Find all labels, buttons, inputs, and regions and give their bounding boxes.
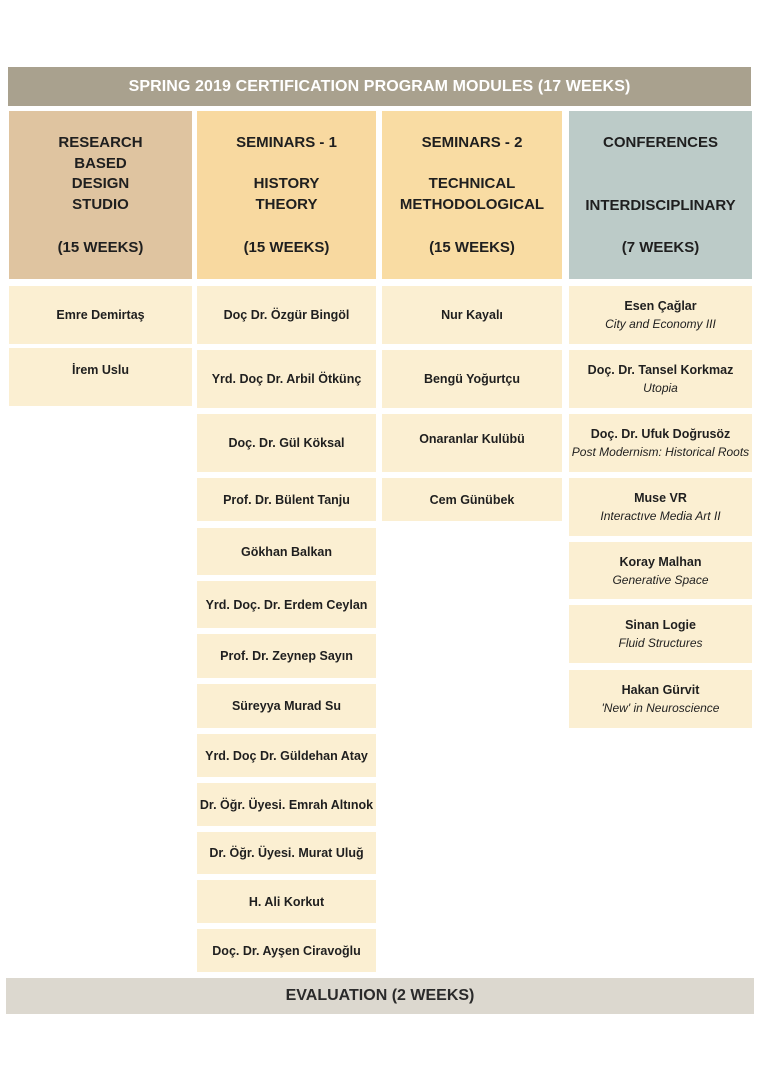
instructor-name: Süreyya Murad Su	[231, 699, 342, 713]
speaker-name: Doç. Dr. Tansel Korkmaz	[587, 363, 734, 377]
column-header-research-design-studio	[9, 111, 192, 279]
talk-topic: Utopia	[643, 381, 678, 395]
list-item	[382, 478, 562, 521]
list-item	[9, 286, 192, 344]
list-item	[197, 832, 376, 874]
list-item	[197, 634, 376, 678]
header-duration: (15 WEEKS)	[57, 239, 144, 256]
talk-topic: Interactıve Media Art II	[600, 509, 721, 523]
instructor-name: Emre Demirtaş	[56, 308, 145, 322]
talk-topic: City and Economy III	[605, 317, 716, 331]
list-item	[197, 528, 376, 575]
evaluation-footer: EVALUATION (2 WEEKS)	[6, 978, 754, 1014]
instructor-name: Yrd. Doç Dr. Güldehan Atay	[205, 748, 368, 763]
header-line: RESEARCH	[58, 134, 143, 151]
header-line: STUDIO	[72, 196, 129, 213]
instructor-name: Dr. Öğr. Üyesi. Murat Uluğ	[209, 846, 364, 860]
list-item	[569, 414, 752, 472]
list-item	[569, 542, 752, 599]
instructor-name: Dr. Öğr. Üyesi. Emrah Altınok	[199, 797, 374, 812]
instructor-name: Doç Dr. Özgür Bingöl	[223, 308, 350, 322]
header-line: HISTORY	[253, 175, 320, 192]
list-item	[197, 350, 376, 408]
speaker-name: Sinan Logie	[625, 618, 696, 632]
instructor-name: Gökhan Balkan	[241, 544, 332, 559]
column-header-conferences	[569, 111, 752, 279]
instructor-name: Doç. Dr. Gül Köksal	[228, 436, 345, 450]
header-line: SEMINARS - 1	[236, 134, 337, 151]
header-line: BASED	[74, 155, 127, 172]
list-item	[197, 286, 376, 344]
instructor-name: Onaranlar Kulübü	[419, 432, 525, 446]
instructor-name: Doç. Dr. Ayşen Ciravoğlu	[212, 943, 361, 958]
speaker-name: Muse VR	[634, 491, 687, 505]
header-line: DESIGN	[71, 175, 130, 192]
header-duration: (15 WEEKS)	[429, 239, 515, 256]
list-item	[197, 414, 376, 472]
list-item	[382, 350, 562, 408]
list-item	[9, 348, 192, 406]
list-item	[197, 783, 376, 826]
header-duration: (7 WEEKS)	[621, 239, 700, 256]
list-item	[197, 478, 376, 521]
speaker-name: Koray Malhan	[619, 554, 702, 569]
page-title: SPRING 2019 CERTIFICATION PROGRAM MODULES (17 WEEKS)	[8, 67, 751, 106]
column-header-seminars-2	[382, 111, 562, 279]
header-line: METHODOLOGICAL	[399, 196, 545, 213]
list-item	[197, 880, 376, 923]
header-line: CONFERENCES	[602, 134, 718, 151]
header-line: TECHNICAL	[428, 175, 516, 192]
speaker-name: Esen Çağlar	[624, 299, 697, 313]
instructor-name: Bengü Yoğurtçu	[423, 372, 521, 386]
list-item	[197, 929, 376, 972]
talk-topic: 'New' in Neuroscience	[601, 701, 720, 715]
header-duration: (15 WEEKS)	[243, 239, 330, 256]
header-line: INTERDISCIPLINARY	[585, 197, 736, 214]
list-item	[382, 286, 562, 344]
instructor-name: Prof. Dr. Bülent Tanju	[223, 492, 350, 507]
column-header-seminars-1	[197, 111, 376, 279]
list-item	[382, 414, 562, 472]
instructor-name: Prof. Dr. Zeynep Sayın	[220, 649, 353, 663]
instructor-name: H. Ali Korkut	[248, 894, 325, 909]
instructor-name: Nur Kayalı	[441, 308, 503, 322]
list-item	[197, 581, 376, 628]
list-item	[569, 286, 752, 344]
talk-topic: Fluid Structures	[618, 636, 703, 650]
talk-topic: Generative Space	[612, 572, 709, 587]
speaker-name: Hakan Gürvit	[621, 683, 700, 697]
instructor-name: İrem Uslu	[72, 363, 129, 377]
instructor-name: Cem Günübek	[429, 492, 515, 507]
list-item	[569, 350, 752, 408]
list-item	[569, 670, 752, 728]
instructor-name: Yrd. Doç. Dr. Erdem Ceylan	[205, 597, 368, 612]
list-item	[197, 684, 376, 728]
talk-topic: Post Modernism: Historical Roots	[571, 445, 750, 459]
header-line: THEORY	[255, 196, 318, 213]
speaker-name: Doç. Dr. Ufuk Doğrusöz	[590, 427, 731, 441]
list-item	[197, 734, 376, 777]
instructor-name: Yrd. Doç Dr. Arbil Ötkünç	[211, 372, 362, 386]
header-line: SEMINARS - 2	[421, 134, 523, 151]
list-item	[569, 605, 752, 663]
list-item	[569, 478, 752, 536]
